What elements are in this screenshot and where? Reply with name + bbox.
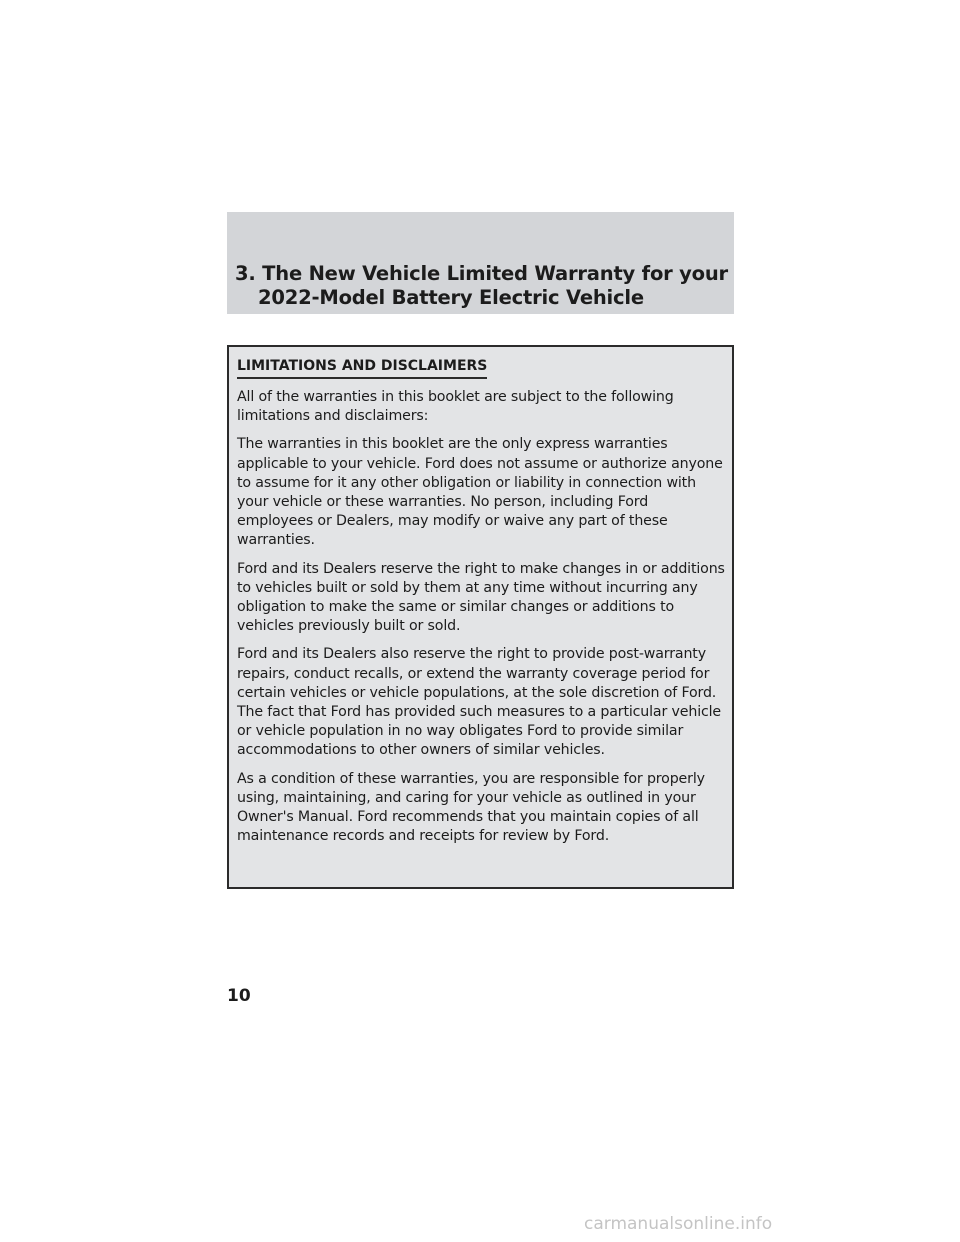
watermark: carmanualsonline.info bbox=[584, 1214, 773, 1234]
chapter-header bbox=[227, 212, 734, 314]
notice-body bbox=[237, 388, 727, 855]
chapter-title bbox=[235, 262, 728, 310]
chapter-title-line-2: 2022-Model Battery Electric Vehicle bbox=[258, 286, 644, 309]
notice-paragraph-1: All of the warranties in this booklet are subject to the following limitations and disclaimers: bbox=[237, 389, 674, 425]
notice-paragraph-4: Ford and its Dealers also reserve the right to provide post-warranty repairs, conduct recalls, or extend the warranty coverage period for certain vehicles or vehicle populations, at the sole discretion of Ford. The fact that Ford has provided such measures to a particular vehicle or vehicle population in no way obligates Ford to provide similar accommodations to other owners of similar vehicles. bbox=[237, 646, 722, 759]
chapter-title-line-1: 3. The New Vehicle Limited Warranty for your bbox=[235, 262, 728, 285]
page-number: 10 bbox=[227, 986, 251, 1006]
notice-paragraph-2: The warranties in this booklet are the only express warranties applicable to your vehicle. Ford does not assume or authorize anyone to assume for it any other obligation or liability in connection with your vehicle or these warranties. No person, including Ford employees or Dealers, may modify or waive any part of these warranties. bbox=[237, 436, 723, 549]
notice-heading: LIMITATIONS AND DISCLAIMERS bbox=[237, 357, 487, 379]
notice-paragraph-3: Ford and its Dealers reserve the right to make changes in or additions to vehicles built or sold by them at any time without incurring any obligation to make the same or similar changes or additions to vehicles previously built or sold. bbox=[237, 560, 725, 635]
notice-paragraph-5: As a condition of these warranties, you are responsible for properly using, maintaining, and caring for your vehicle as outlined in your Owner's Manual. Ford recommends that you maintain copies of all maintenance records and receipts for review by Ford. bbox=[237, 770, 705, 845]
limitations-notice-box bbox=[227, 345, 734, 889]
